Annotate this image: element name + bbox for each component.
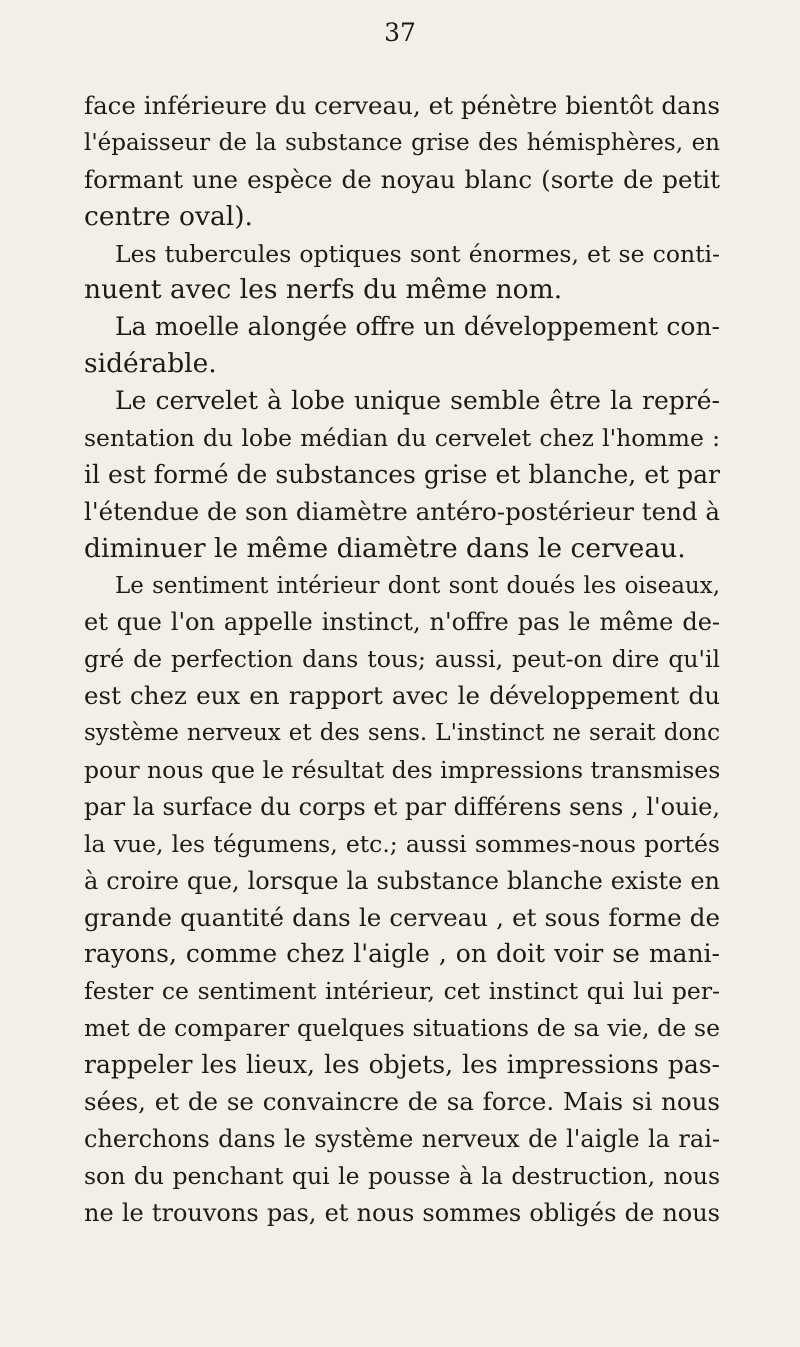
text-line: rappeler les lieux, les objets, les impressions pas- bbox=[84, 1050, 720, 1080]
text-line: fester ce sentiment intérieur, cet instinct qui lui per- bbox=[84, 977, 720, 1006]
text-line: l'épaisseur de la substance grise des hémisphères, en bbox=[84, 129, 720, 156]
text-line: La moelle alongée offre un développement con- bbox=[115, 312, 720, 342]
text-line: nuent avec les nerfs du même nom. bbox=[84, 274, 563, 306]
text-line: Les tubercules optiques sont énormes, et se conti- bbox=[115, 239, 720, 268]
text-line: formant une espèce de noyau blanc (sorte de petit bbox=[84, 164, 720, 194]
text-line: diminuer le même diamètre dans le cerveau. bbox=[84, 532, 686, 564]
text-line: gré de perfection dans tous; aussi, peut-on dire qu'il bbox=[84, 645, 720, 674]
text-line: sées, et de se convaincre de sa force. Mais si nous bbox=[84, 1087, 720, 1117]
text-line: cherchons dans le système nerveux de l'aigle la rai- bbox=[84, 1124, 720, 1153]
text-line: sidérable. bbox=[84, 348, 217, 380]
text-line: Le sentiment intérieur dont sont doués les oiseaux, bbox=[115, 572, 720, 599]
text-line: par la surface du corps et par différens sens , l'ouie, bbox=[84, 792, 720, 821]
text-line: la vue, les tégumens, etc.; aussi sommes-nous portés bbox=[84, 829, 720, 858]
page-number: 37 bbox=[384, 18, 416, 47]
text-line: son du penchant qui le pousse à la destruction, nous bbox=[84, 1161, 720, 1190]
text-line: l'étendue de son diamètre antéro-postérieur tend à bbox=[84, 496, 720, 526]
text-line: grande quantité dans le cerveau , et sous forme de bbox=[84, 902, 720, 932]
text-line: à croire que, lorsque la substance blanche existe en bbox=[84, 866, 720, 895]
text-line: centre oval). bbox=[84, 200, 253, 232]
text-line: Le cervelet à lobe unique semble être la repré- bbox=[115, 386, 720, 416]
text-line: est chez eux en rapport avec le développement du bbox=[84, 681, 720, 711]
text-line: et que l'on appelle instinct, n'offre pas le même de- bbox=[84, 608, 720, 637]
text-line: sentation du lobe médian du cervelet chez l'homme : bbox=[84, 424, 720, 453]
text-line: face inférieure du cerveau, et pénètre bientôt dans bbox=[84, 91, 720, 120]
text-line: système nerveux et des sens. L'instinct ne serait donc bbox=[84, 720, 720, 747]
text-line: rayons, comme chez l'aigle , on doit voir se mani- bbox=[84, 939, 720, 969]
text-line: ne le trouvons pas, et nous sommes obligés de nous bbox=[84, 1198, 720, 1227]
text-line: pour nous que le résultat des impressions transmises bbox=[84, 756, 721, 785]
text-line: il est formé de substances grise et blanche, et par bbox=[84, 459, 720, 489]
body-text bbox=[84, 88, 720, 1232]
text-line: met de comparer quelques situations de sa vie, de se bbox=[84, 1014, 720, 1043]
